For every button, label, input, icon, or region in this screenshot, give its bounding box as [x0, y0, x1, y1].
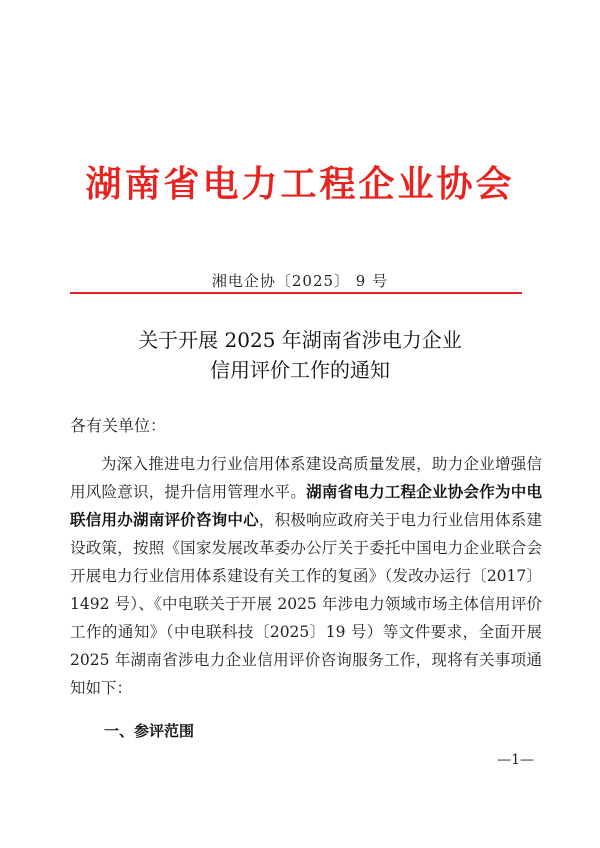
salutation: 各有关单位： [70, 416, 167, 435]
org-title: 湖南省电力工程企业协会 [85, 164, 515, 205]
document-number: 湘电企协〔2025〕 9 号 [211, 272, 389, 290]
body-text-part1: 为深入推进电力行业信用体系建设高质量发展，助力企业增强信用风险意识，提升信用管理水平。 [70, 455, 542, 501]
notice-title-line1: 关于开展 2025 年湖南省涉电力企业 [138, 328, 462, 352]
notice-title-line2: 信用评价工作的通知 [210, 358, 390, 382]
section-heading-scope: 一、参评范围 [104, 722, 195, 740]
red-divider-line [70, 292, 522, 294]
page-number: —1— [497, 752, 534, 768]
body-text-part2: ，积极响应政府关于电力行业信用体系建设政策，按照《国家发展改革委办公厅关于委托中国电力企业联合会开展电力行业信用体系建设有关工作的复函》（发改办运行〔2017〕1492 号）、《中电联关于开展 2025 年涉电力领域市场主体信用评价工作的通知》（中电联科技〔2025〕19 号）等文件要求，全面开展 2025 年湖南省涉电力企业信用评价咨询服务工作，现将有关事项通知如下： [70, 511, 542, 697]
body-text-bold: 湖南省电力工程企业协会作为中电联信用办湖南评价咨询中心 [70, 482, 542, 529]
body-paragraph [70, 450, 542, 702]
notice-title [0, 325, 600, 385]
